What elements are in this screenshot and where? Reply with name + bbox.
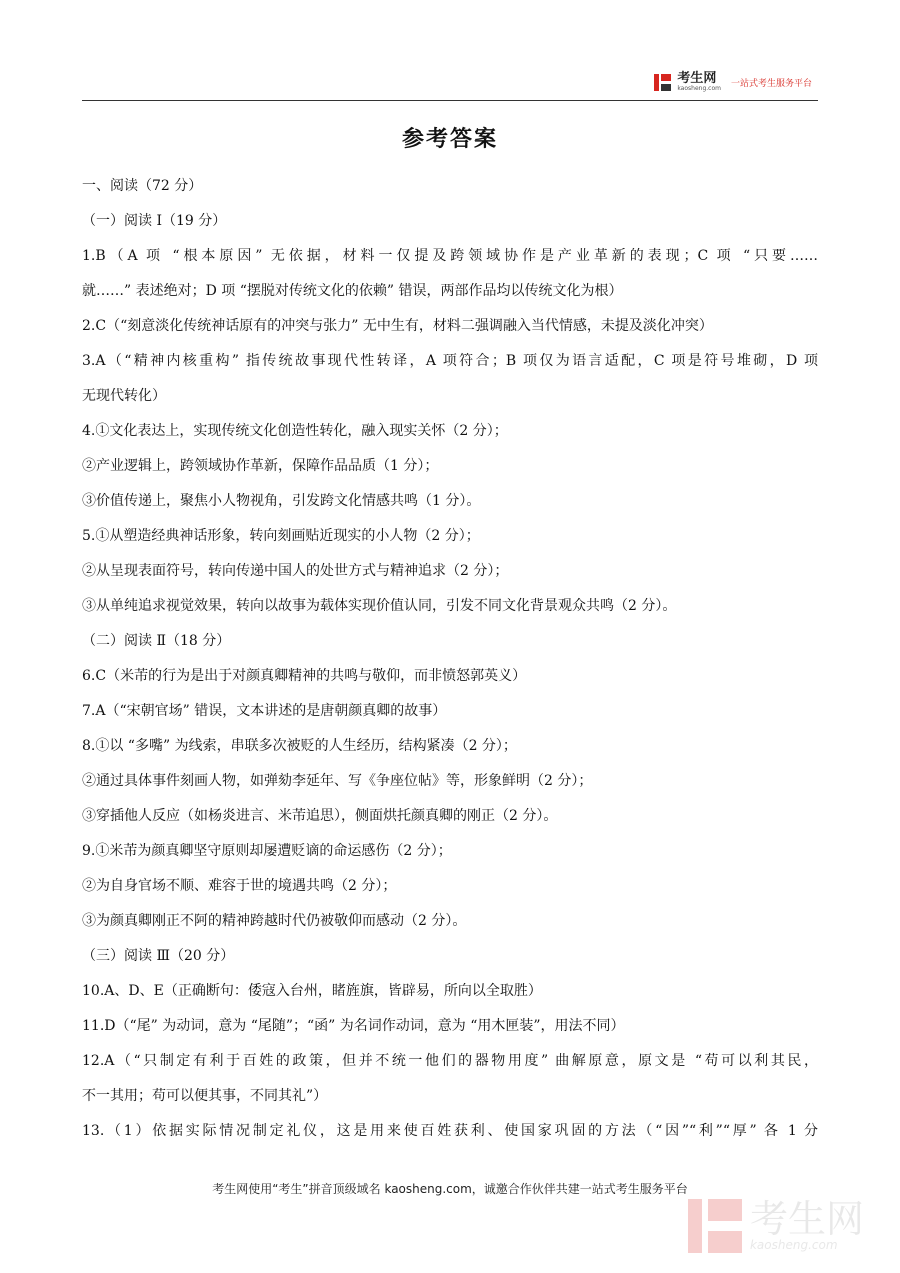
kaosheng-logo-icon bbox=[654, 74, 671, 91]
watermark-name: 考生网 bbox=[749, 1197, 864, 1241]
footer-note: 考生网使用“考生”拼音顶级域名 kaosheng.com，诚邀合作伙伴共建一站式考生服务平台 bbox=[212, 1182, 688, 1196]
header-logo[interactable] bbox=[654, 72, 812, 92]
answer-line: 5.①从塑造经典神话形象，转向刻画贴近现实的小人物（2 分）； bbox=[82, 528, 480, 544]
answer-line: ③穿插他人反应（如杨炎进言、米芾追思），侧面烘托颜真卿的刚正（2 分）。 bbox=[82, 808, 558, 824]
section-heading: 一、阅读（72 分） bbox=[82, 178, 203, 194]
answer-line: ③价值传递上，聚焦小人物视角，引发跨文化情感共鸣（1 分）。 bbox=[82, 493, 481, 509]
logo-domain: kaosheng.com bbox=[677, 85, 721, 92]
page-title: 参考答案 bbox=[401, 126, 498, 152]
answer-line: 11.D（“尾” 为动词，意为 “尾随”；“函” 为名词作动词，意为 “用木匣装”，用法不同） bbox=[82, 1018, 625, 1034]
answer-line: 2.C（“刻意淡化传统神话原有的冲突与张力” 无中生有，材料二强调融入当代情感，未提及淡化冲突） bbox=[82, 318, 713, 334]
subsection-heading: （一）阅读 Ⅰ（19 分） bbox=[82, 213, 227, 229]
answer-line: ③为颜真卿刚正不阿的精神跨越时代仍被敬仰而感动（2 分）。 bbox=[82, 913, 467, 929]
subsection-heading: （二）阅读 Ⅱ（18 分） bbox=[82, 633, 231, 649]
answer-line: 4.①文化表达上，实现传统文化创造性转化，融入现实关怀（2 分）； bbox=[82, 423, 508, 439]
answer-line: 1.B（A 项 “根本原因” 无依据，材料一仅提及跨领域协作是产业革新的表现；C 项 “只要…… bbox=[82, 248, 818, 264]
answer-line: 9.①米芾为颜真卿坚守原则却屡遭贬谪的命运感伤（2 分）； bbox=[82, 843, 452, 859]
answer-line: 3.A（“精神内核重构” 指传统故事现代性转译，A 项符合；B 项仅为语言适配，C 项是符号堆砌，D 项 bbox=[82, 353, 818, 369]
answer-line: 不一其用；苟可以便其事，不同其礼”） bbox=[82, 1088, 328, 1104]
answer-line: ②通过具体事件刻画人物，如弹劾李延年、写《争座位帖》等，形象鲜明（2 分）； bbox=[82, 773, 593, 789]
answer-line: 6.C（米芾的行为是出于对颜真卿精神的共鸣与敬仰，而非愤怒郭英义） bbox=[82, 668, 527, 684]
answer-line: 7.A（“宋朝官场” 错误，文本讲述的是唐朝颜真卿的故事） bbox=[82, 703, 447, 719]
answer-line: 就……” 表述绝对；D 项 “摆脱对传统文化的依赖” 错误，两部作品均以传统文化为根） bbox=[82, 283, 623, 299]
answer-line: ②产业逻辑上，跨领域协作革新，保障作品品质（1 分）； bbox=[82, 458, 439, 474]
answer-content bbox=[82, 172, 818, 1152]
answer-line: ②为自身官场不顺、难容于世的境遇共鸣（2 分）； bbox=[82, 878, 397, 894]
answer-line: 8.①以 “多嘴” 为线索，串联多次被贬的人生经历，结构紧凑（2 分）； bbox=[82, 738, 517, 754]
answer-line: ②从呈现表面符号，转向传递中国人的处世方式与精神追求（2 分）； bbox=[82, 563, 509, 579]
watermark bbox=[688, 1199, 864, 1253]
header-slogan: 一站式考生服务平台 bbox=[730, 78, 812, 89]
header-divider bbox=[82, 100, 818, 101]
answer-line: ③从单纯追求视觉效果，转向以故事为载体实现价值认同，引发不同文化背景观众共鸣（2 分）。 bbox=[82, 598, 677, 614]
logo-name: 考生网 bbox=[677, 71, 717, 86]
watermark-domain: kaosheng.com bbox=[749, 1238, 838, 1252]
watermark-logo-icon bbox=[688, 1199, 742, 1253]
answer-line: 13.（1）依据实际情况制定礼仪，这是用来使百姓获利、使国家巩固的方法（“因”“利”“厚” 各 1 分 bbox=[82, 1123, 818, 1139]
answer-line: 无现代转化） bbox=[82, 388, 166, 404]
answer-line: 10.A、D、E（正确断句：倭寇入台州，睹旌旗，皆辟易，所向以全取胜） bbox=[82, 983, 542, 999]
answer-line: 12.A（“只制定有利于百姓的政策，但并不统一他们的器物用度” 曲解原意，原文是 “苟可以利其民， bbox=[82, 1053, 818, 1069]
subsection-heading: （三）阅读 Ⅲ（20 分） bbox=[82, 948, 235, 964]
